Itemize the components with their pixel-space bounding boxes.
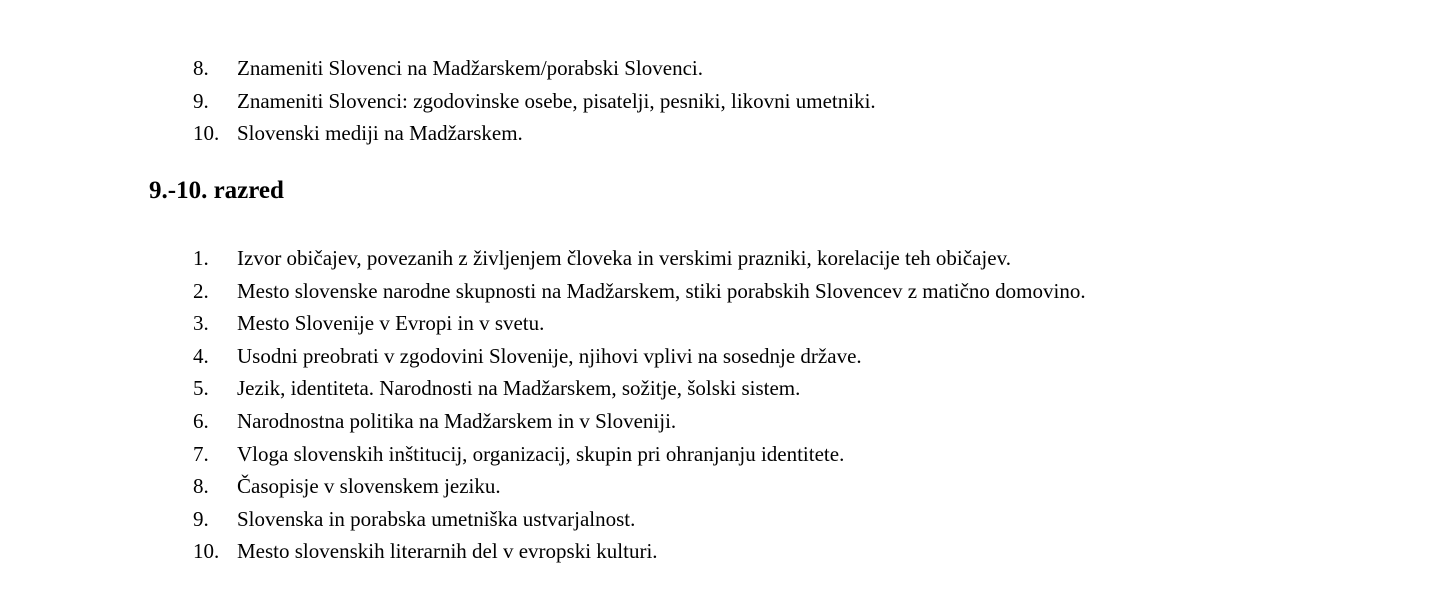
list-item-text: Slovenska in porabska umetniška ustvarjalnost. [237, 506, 636, 531]
list-item-number: 10. [193, 539, 220, 564]
section-heading: 9.-10. razred [149, 177, 284, 204]
list-item-number: 4. [193, 343, 209, 368]
list-item-text: Narodnostna politika na Madžarskem in v Sloveniji. [237, 408, 677, 433]
list-item-text: Mesto Slovenije v Evropi in v svetu. [237, 311, 545, 336]
list-item-text: Vloga slovenskih inštitucij, organizacij, skupin pri ohranjanju identitete. [237, 441, 845, 466]
list-item-text: Mesto slovenskih literarnih del v evropski kulturi. [237, 539, 658, 564]
list-item-number: 7. [193, 441, 209, 466]
list-item-text: Izvor običajev, povezanih z življenjem človeka in verskimi prazniki, korelacije teh običajev. [237, 246, 1011, 270]
list-item-number: 1. [193, 246, 209, 270]
list-item-text: Mesto slovenske narodne skupnosti na Madžarskem, stiki porabskih Slovencev z matično domovino. [237, 278, 1086, 303]
list-item-number: 9. [193, 506, 209, 531]
list-item-number: 9. [193, 88, 209, 113]
list-item-number: 6. [193, 408, 209, 433]
list-item-number: 10. [193, 121, 220, 146]
list-item-text: Časopisje v slovenskem jeziku. [237, 474, 501, 499]
list-item-number: 8. [193, 56, 209, 80]
list-item-text: Slovenski mediji na Madžarskem. [237, 121, 523, 146]
list-item-text: Znameniti Slovenci: zgodovinske osebe, pisatelji, pesniki, likovni umetniki. [237, 88, 876, 113]
list-item-number: 5. [193, 376, 209, 401]
list-item-number: 2. [193, 278, 209, 303]
list-item-number: 3. [193, 311, 209, 336]
list-item-text: Jezik, identiteta. Narodnosti na Madžarskem, sožitje, šolski sistem. [237, 376, 801, 401]
list-item-text: Znameniti Slovenci na Madžarskem/porabski Slovenci. [237, 56, 703, 80]
list-item-number: 8. [193, 474, 209, 499]
list-item-text: Usodni preobrati v zgodovini Slovenije, njihovi vplivi na sosednje države. [237, 343, 862, 368]
